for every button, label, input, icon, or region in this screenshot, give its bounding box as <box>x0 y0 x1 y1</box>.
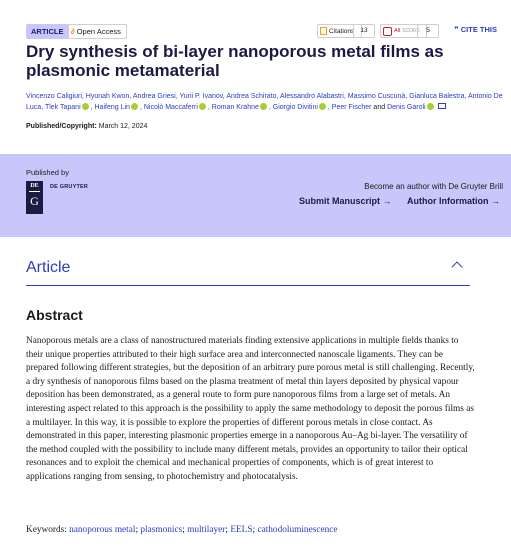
keywords-label: Keywords: <box>26 525 67 535</box>
altmetric-icon <box>383 27 392 36</box>
logo-top-text: DE <box>30 183 39 189</box>
abstract-heading: Abstract <box>26 307 83 323</box>
altmetric-sub-label: SCORE <box>402 28 421 34</box>
authors-and: and <box>371 104 388 111</box>
author-link[interactable]: Andrea Griesi <box>132 93 176 100</box>
orcid-icon[interactable] <box>199 103 206 110</box>
author-link[interactable]: Nicolò Maccaferri <box>143 104 198 111</box>
email-icon[interactable] <box>438 103 446 109</box>
published-date <box>26 123 147 130</box>
author-link[interactable]: Haifeng Lin <box>94 104 130 111</box>
open-access-label: Open Access <box>76 27 121 36</box>
published-value: March 12, 2024 <box>98 123 148 130</box>
quote-icon: ❞ <box>454 25 461 34</box>
logo-letter: G <box>30 194 39 208</box>
abstract-text: Nanoporous metals are a class of nanostructured materials finding extensive applications in multiple fields thanks to their unique properties attributed to their high surface area and interconnected nanoscale ligaments. They can be prepared following different strategies, but the deposition of an arbitrary pure porous metal is still challenging. Recently, a dry synthesis of nanoporous films based on the plasma treatment of metal thin layers deposited by physical vapour deposition has been demonstrated, as a general route to form pure nanoporous films from a large set of metals. An interesting aspect related to this approach is the possibility to apply the same methodology to deposit the porous films as a multilayer. In this way, it is possible to explore the properties of different porous metals in close contact. As demonstrated in this paper, interesting plasmonic properties emerge in a nanoporous Au–Ag bi-layer. The versatility of the method coupled with the possibility to include many different metals, provides an opportunity to tailor their optical resonances and to exploit the chemical and mechanical properties of components, which is of great interest to applications ranging from sensing, to photochemistry and photocatalysis. <box>26 336 475 482</box>
section-divider <box>26 285 470 286</box>
author-link[interactable]: Alessandro Alabastri <box>280 93 344 100</box>
orcid-icon[interactable] <box>260 103 267 110</box>
orcid-icon[interactable] <box>82 103 89 110</box>
cite-this-button[interactable] <box>454 25 497 34</box>
altmetric-label: Alt <box>394 28 401 34</box>
author-link[interactable]: Massimo Cuscunà <box>347 93 406 100</box>
author-link[interactable]: Tlek Tapani <box>44 104 81 111</box>
citations-count: 13 <box>353 24 375 38</box>
publisher-band <box>0 154 511 237</box>
keyword-link[interactable]: cathodoluminescence <box>257 525 338 535</box>
become-author-text: Become an author with De Gruyter Brill <box>364 182 503 191</box>
author-link[interactable]: Denis Garoli <box>387 104 426 111</box>
crossref-icon <box>320 27 327 35</box>
author-link[interactable]: Vincenzo Caligiuri <box>26 93 82 100</box>
orcid-icon[interactable] <box>131 103 138 110</box>
author-information-link[interactable]: Author Information → <box>407 196 500 206</box>
author-link[interactable]: Yurii P. Ivanov <box>179 93 223 100</box>
orcid-icon[interactable] <box>427 103 434 110</box>
published-label: Published/Copyright: <box>26 123 97 130</box>
article-title: Dry synthesis of bi-layer nanoporous metal films as plasmonic metamaterial <box>26 42 444 80</box>
keyword-link[interactable]: plasmonics <box>140 525 183 535</box>
article-meta-row <box>26 24 499 39</box>
keywords-line: Keywords: nanoporous metal; plasmonics; multilayer; EELS; cathodoluminescence <box>26 525 338 535</box>
author-link[interactable]: Andrea Schirato <box>226 93 277 100</box>
author-link[interactable]: Gianluca Balestra <box>409 93 465 100</box>
author-link[interactable]: Giorgio Divitini <box>272 104 318 111</box>
author-link[interactable]: Roman Krahne <box>211 104 259 111</box>
publisher-name: DE GRUYTER <box>50 184 89 190</box>
altmetric-count: 5 <box>417 24 439 38</box>
article-section-heading[interactable]: Article <box>26 259 71 276</box>
author-link[interactable]: Peer Fischer <box>331 104 372 111</box>
article-type-badge: ARTICLE <box>26 24 69 39</box>
cite-this-label: CITE THIS <box>460 25 497 34</box>
keyword-link[interactable]: nanoporous metal <box>69 525 136 535</box>
author-list: Vincenzo Caligiuri, Hyunah Kwon, Andrea Griesi, Yurii P. Ivanov, Andrea Schirato, Alessandro Alabastri, Massimo Cuscunà, Gianluca Balestra, Antonio De Luca, Tlek Tapani , Haifeng Lin , Nicolò Maccaferri , Roman Krahne , Giorgio Divitini , Peer Fischer and Denis Garoli <box>26 93 503 111</box>
orcid-icon[interactable] <box>319 103 326 110</box>
keyword-link[interactable]: EELS <box>230 525 253 535</box>
submit-manuscript-link[interactable]: Submit Manuscript → <box>299 196 392 206</box>
citations-label: Citations <box>329 27 355 35</box>
author-link[interactable]: Hyunah Kwon <box>85 93 130 100</box>
published-by-label: Published by <box>26 168 69 177</box>
chevron-up-icon[interactable] <box>451 261 462 272</box>
open-access-badge <box>66 24 127 39</box>
author-link[interactable]: Antonio De Luca <box>26 93 503 111</box>
publisher-logo[interactable] <box>26 181 43 214</box>
keyword-link[interactable]: multilayer <box>187 525 226 535</box>
open-lock-icon: ∂ <box>71 27 75 36</box>
